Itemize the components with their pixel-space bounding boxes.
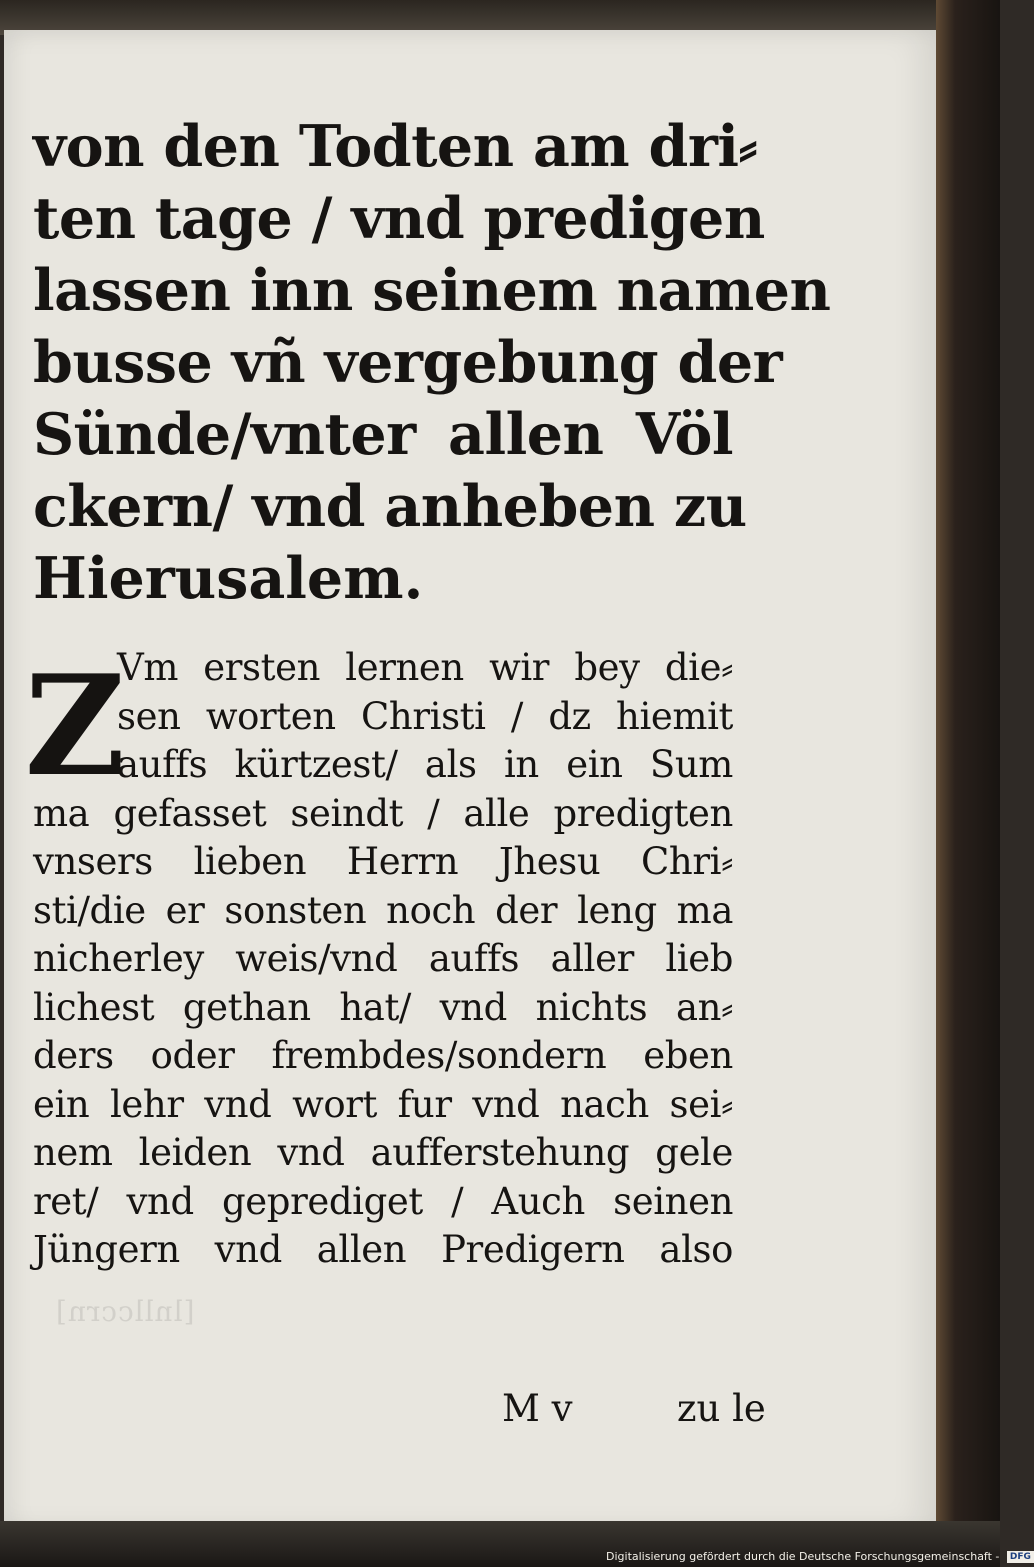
body-line-8: lichest gethan hat/ vnd nichts an⸗: [33, 985, 733, 1029]
body-line-12: ret/ vnd geprediget / Auch seinen: [33, 1179, 733, 1223]
heading-line-5: Sünde/vnter allen Völ: [33, 401, 733, 468]
heading-line-6: ckern/ vnd anheben zu: [33, 473, 747, 540]
book-fore-edge: [936, 0, 1000, 1567]
body-line-1: Vm ersten lernen wir bey die⸗: [117, 646, 733, 689]
body-line-3: auffs kürtzest/ als in ein Sum: [117, 743, 733, 786]
body-line-6: sti/die er sonsten noch der leng ma: [33, 888, 733, 932]
show-through-text: [lnllccrn]: [55, 1295, 195, 1328]
heading-line-7: Hierusalem.: [33, 545, 424, 612]
heading-line-2: ten tage / vnd predigen: [33, 185, 765, 252]
signature-mark: M v: [502, 1387, 573, 1430]
body-line-9: ders oder frembdes/sondern eben: [33, 1034, 733, 1077]
drop-cap: Z: [24, 644, 126, 807]
body-line-7: nicherley weis/vnd auffs aller lieb: [33, 937, 733, 980]
body-line-5: vnsers lieben Herrn Jhesu Chri⸗: [33, 840, 733, 883]
body-line-2: sen worten Christi / dz hiemit: [117, 694, 733, 738]
body-text: [24, 644, 733, 1275]
dfg-logo-icon: DFG: [1007, 1551, 1034, 1563]
heading-line-3: lassen inn seinem namen: [33, 257, 831, 324]
digitization-credit: [606, 1550, 1031, 1564]
heading-line-1: von den Todten am dri⸗: [33, 113, 758, 180]
body-line-4: ma gefasset seindt / alle predigten: [33, 791, 733, 835]
heading-block: [33, 111, 831, 615]
body-line-11: nem leiden vnd aufferstehung gele: [33, 1131, 733, 1174]
heading-line-4: busse vñ vergebung der: [33, 329, 783, 396]
body-line-13: Jüngern vnd allen Predigern also: [33, 1228, 733, 1271]
body-line-10: ein lehr vnd wort fur vnd nach sei⸗: [33, 1082, 733, 1126]
catchword: zu le: [677, 1387, 766, 1430]
credit-text: Digitalisierung gefördert durch die Deutsche Forschungsgemeinschaft -: [606, 1550, 1000, 1563]
